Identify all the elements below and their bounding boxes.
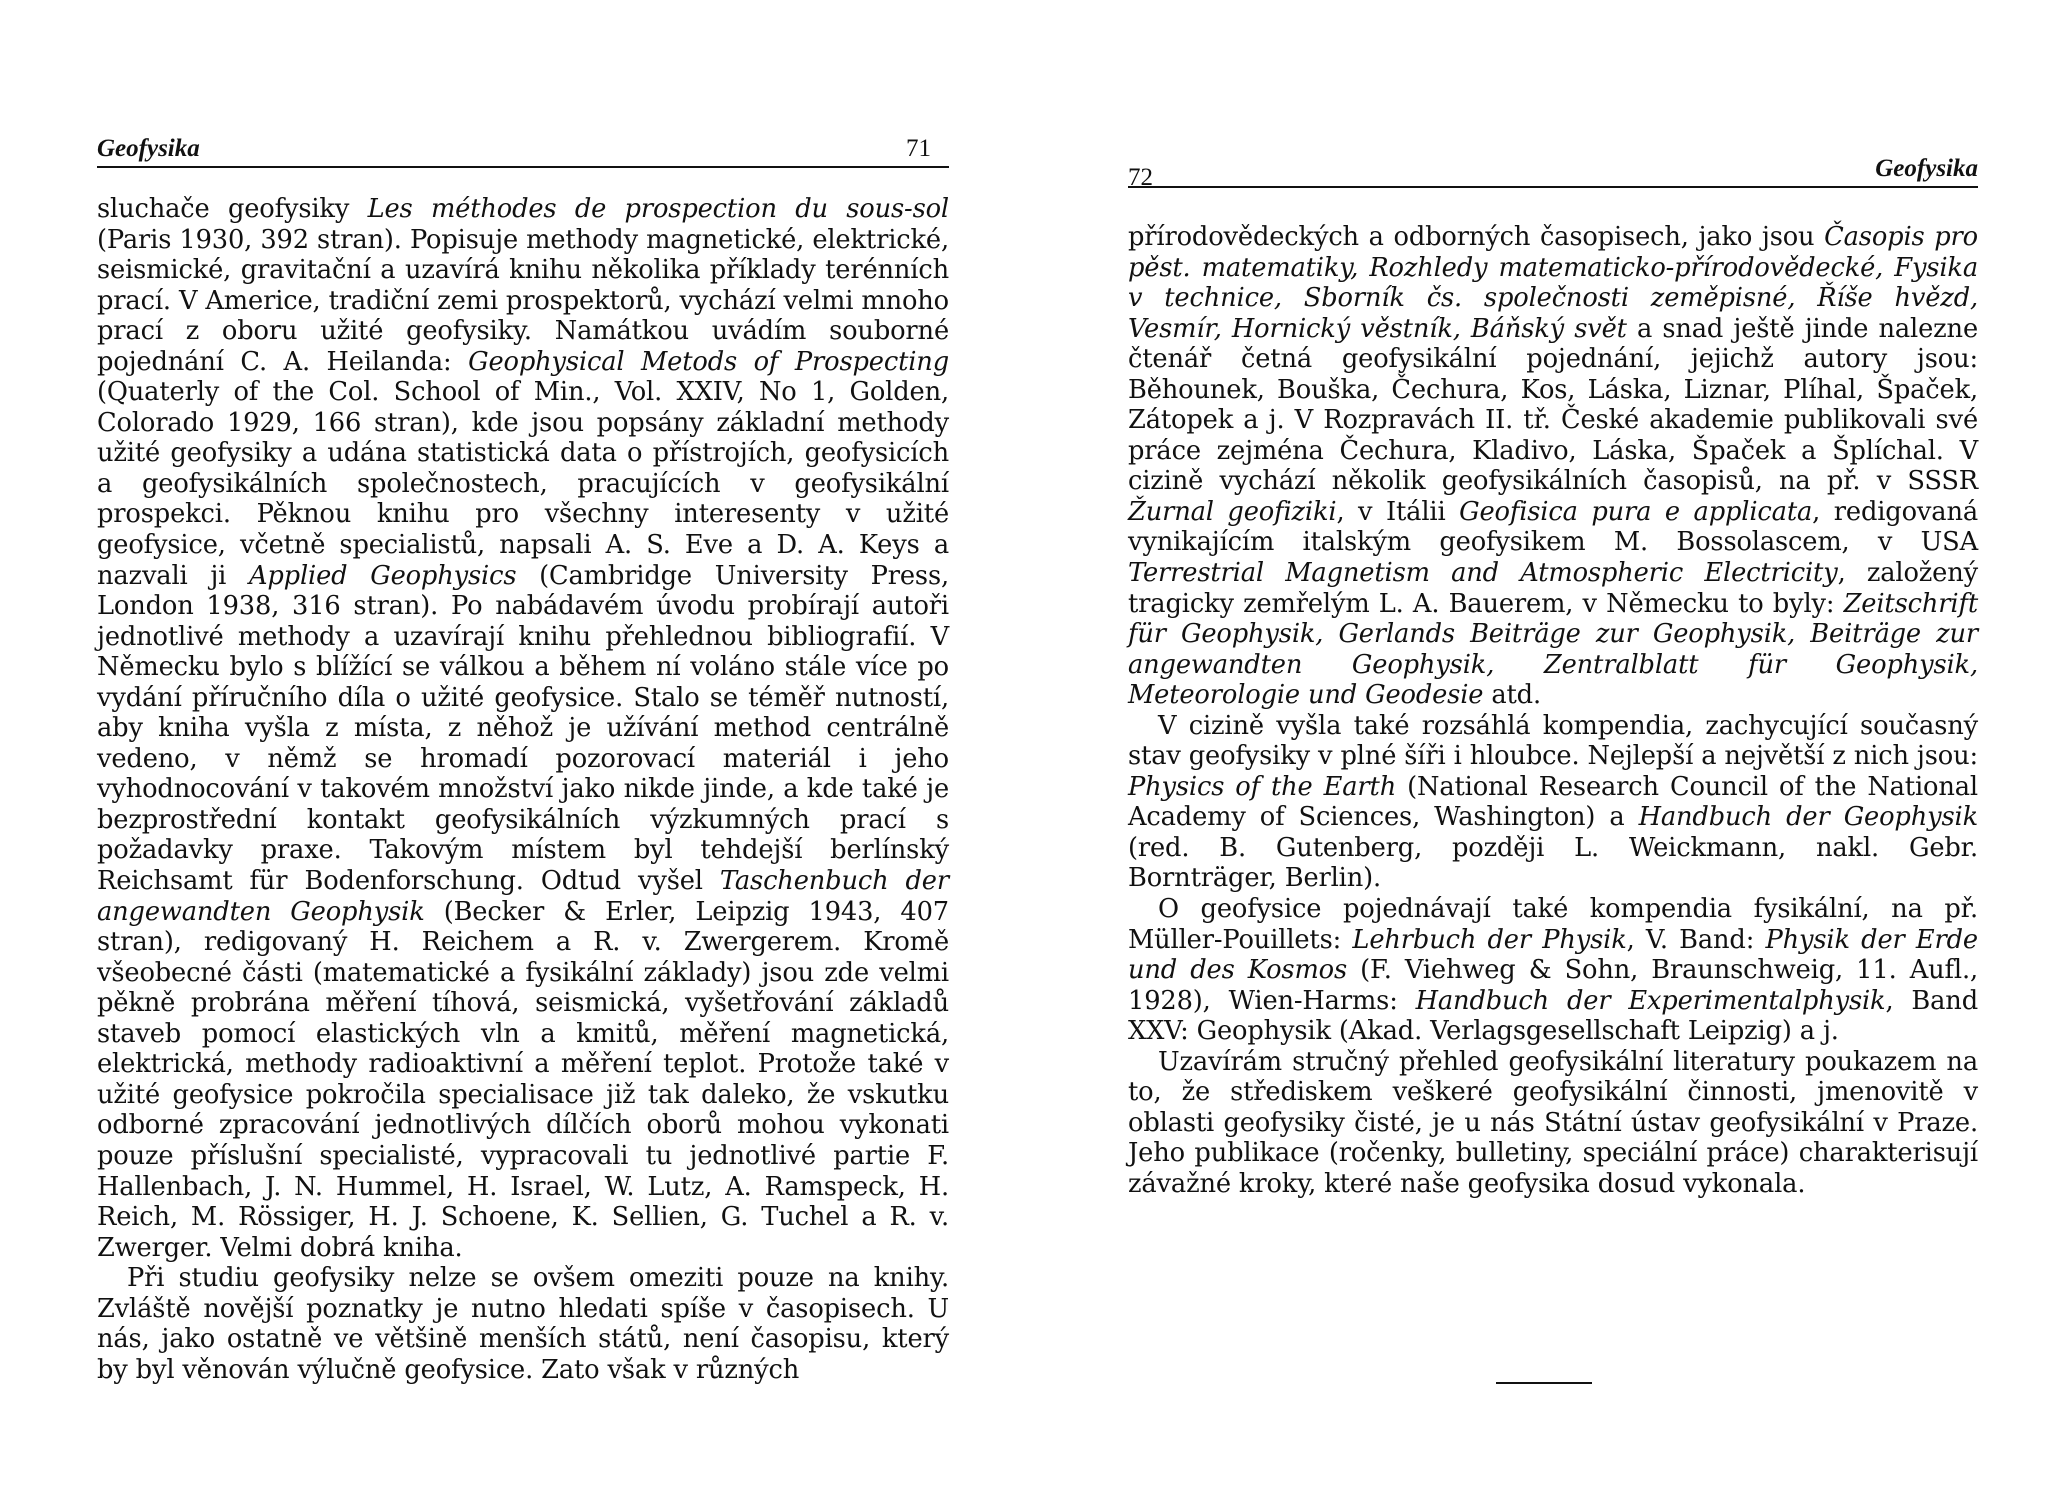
text-run: (National Research Council of the National Academy of Sciences, Washington) a bbox=[1128, 771, 1978, 833]
page-number: 71 bbox=[906, 135, 931, 162]
text-run: O geofysice pojednávají také kompendia fysikální, na př. Müller-Pouillets: bbox=[1128, 894, 1978, 955]
italic-title: Lehrbuch der Physik bbox=[1352, 924, 1627, 955]
italic-title: Časopis pro pěst. matematiky, Rozhledy matematicko-přírodovědecké, Fysika v technice, Sborník čs. společnosti zeměpisné, Říše hvězd, Vesmír, Hornický věstník, Báňský svět bbox=[1128, 222, 1978, 344]
paragraph bbox=[97, 1263, 949, 1385]
running-head bbox=[97, 135, 949, 168]
text-run: (red. B. Gutenberg, později L. Weickmann, nakl. Gebr. Bornträger, Berlin). bbox=[1128, 832, 1978, 894]
paragraph bbox=[1128, 894, 1978, 1047]
body-text bbox=[1128, 222, 1978, 1200]
text-run: Při studiu geofysiky nelze se ovšem omeziti pouze na knihy. Zvláště novější poznatky je nutno hledati spíše v časopisech. U nás, jako ostatně ve většině menších států, není časopisu, který by byl věnován výlučně geofysice. Zato však v různých bbox=[97, 1263, 949, 1385]
italic-title: Žurnal geofiziki bbox=[1128, 496, 1337, 527]
text-run: , redigovaná vynikajícím italským geofysikem M. Bossolascem, v USA bbox=[1128, 496, 1979, 558]
header-title: Geofysika bbox=[1875, 155, 1978, 182]
paragraph bbox=[97, 194, 949, 1263]
italic-title: Zeitschrift für Geophysik, Gerlands Beiträge zur Geophysik, Beiträge zur angewandten Geophysik, Zentralblatt für Geophysik, Meteorologie und Geodesie bbox=[1128, 588, 1978, 711]
text-run: Uzavírám stručný přehled geofysikální literatury poukazem na to, že střediskem veškeré geofysikální činnosti, jmenovitě v oblasti geofysiky čisté, je u nás Státní ústav geofysikální v Praze. Jeho publikace (ročenky, bulletiny, speciální práce) charakterisují závažné kroky, které naše geofysika dosud vykonala. bbox=[1128, 1046, 1978, 1199]
body-text bbox=[97, 194, 949, 1385]
italic-title: Applied Geophysics bbox=[248, 560, 517, 591]
right-page bbox=[1128, 155, 1979, 1200]
header-title: Geofysika bbox=[97, 135, 200, 162]
italic-title: Geofisica pura e applicata bbox=[1459, 496, 1813, 527]
text-run: a snad ještě jinde nalezne čtenář četná geofysikální pojednání, jejichž autory jsou: Běhounek, Bouška, Čechura, Kos, Láska, Liznar, Plíhal, Špaček, Zátopek a j. V Rozpravách II. tř. České akademie publikovali své práce zejména Čechura, Kladivo, Láska, Špaček a Šplíchal. V cizině vychází několik geofysikálních časopisů, na př. v SSSR bbox=[1128, 313, 1979, 497]
text-run: , založený tragicky zemřelým L. A. Bauerem, v Německu to byly: bbox=[1128, 558, 1978, 619]
text-run: , v Itálii bbox=[1336, 496, 1460, 527]
italic-title: Les méthodes de prospection du sous-sol bbox=[367, 194, 949, 224]
left-page bbox=[97, 135, 950, 1385]
paragraph bbox=[1128, 1047, 1978, 1200]
text-run: , V. Band: bbox=[1626, 924, 1766, 955]
italic-title: Handbuch der Geophysik bbox=[1638, 802, 1978, 833]
text-run: sluchače geofysiky bbox=[97, 194, 368, 224]
italic-title: Physik der Erde und des Kosmos bbox=[1128, 924, 1978, 986]
end-rule bbox=[1496, 1382, 1592, 1384]
text-run: (Becker & Erler, Leipzig 1943, 407 stran), redigovaný H. Reichem a R. v. Zwergerem. Kromě všeobecné části (matematické a fysikální základy) jsou zde velmi pěkně probrána měření tíhová, seismická, vyšetřování základů staveb pomocí elastických vln a kmitů, měření magnetická, elektrická, methody radioaktivní a měření teplot. Protože také v užité geofysice pokročila specialisace již tak daleko, že vskutku odborné zpracování jednotlivých dílčích oborů mohou vykonati pouze příslušní specialisté, vypracovali tu jednotlivé partie F. Hallenbach, J. N. Hummel, H. Israel, W. Lutz, A. Ramspeck, H. Reich, M. Rössiger, H. J. Schoene, K. Sellien, G. Tuchel a R. v. Zwerger. Velmi dobrá kniha. bbox=[97, 896, 949, 1263]
italic-title: Geophysical Metods of Prospecting bbox=[468, 346, 949, 377]
paragraph bbox=[1128, 711, 1978, 894]
text-run: (Cambridge University Press, London 1938, 316 stran). Po nabádavém úvodu probírají autoři jednotlivé methody a uzavírají knihu přehlednou bibliografií. V Německu bylo s blížící se válkou a během ní voláno stále více po vydání příručního díla o užité geofysice. Stalo se téměř nutností, aby kniha vyšla z místa, z něhož je užívání method centrálně vedeno, v němž se hromadí pozorovací materiál i jeho vyhodnocování v takovém množství jako nikde jinde, a kde také je bezprostřední kontakt geofysikálních výzkumných prací s požadavky praxe. Takovým místem byl tehdejší berlínský Reichsamt für Bodenforschung. Odtud vyšel bbox=[97, 560, 950, 897]
text-run: atd. bbox=[1483, 680, 1541, 711]
text-run: (F. Viehweg & Sohn, Braunschweig, 11. Aufl., 1928), Wien-Harms: bbox=[1128, 955, 1978, 1016]
text-run: (Paris 1930, 392 stran). Popisuje methody magnetické, elektrické, seismické, gravitační a uzavírá knihu několika příklady terénních prací. V Americe, tradiční zemi prospektorů, vychází velmi mnoho prací z oboru užité geofysiky. Namátkou uvádím souborné pojednání C. A. Heilanda: bbox=[97, 224, 949, 377]
text-run: (Quaterly of the Col. School of Min., Vol. XXIV, No 1, Golden, Colorado 1929, 166 stran), kde jsou popsány základní methody užité geofysiky a udána statistická data o přístrojích, geofysicích a geofysikálních společnostech, pracujících v geofysikální prospekci. Pěknou knihu pro všechny interesenty v užité geofysice, včetně specialistů, napsali A. S. Eve a D. A. Keys a nazvali ji bbox=[97, 377, 949, 591]
italic-title: Terrestrial Magnetism and Atmospheric Electricity bbox=[1128, 558, 1838, 589]
page-number: 72 bbox=[1128, 164, 1153, 191]
italic-title: Taschenbuch der angewandten Geophysik bbox=[97, 866, 949, 927]
text-run: přírodovědeckých a odborných časopisech, jako jsou bbox=[1128, 222, 1825, 252]
text-run: , Band XXV: Geophysik (Akad. Verlagsgesellschaft Leipzig) a j. bbox=[1128, 985, 1978, 1047]
text-run: V cizině vyšla také rozsáhlá kompendia, zachycující současný stav geofysiky v plné šíři i hloubce. Nejlepší a největší z nich jsou: bbox=[1128, 710, 1978, 772]
paragraph bbox=[1128, 222, 1978, 711]
italic-title: Handbuch der Experimentalphysik bbox=[1415, 985, 1886, 1016]
running-head bbox=[1128, 155, 1978, 191]
italic-title: Physics of the Earth bbox=[1128, 771, 1397, 802]
